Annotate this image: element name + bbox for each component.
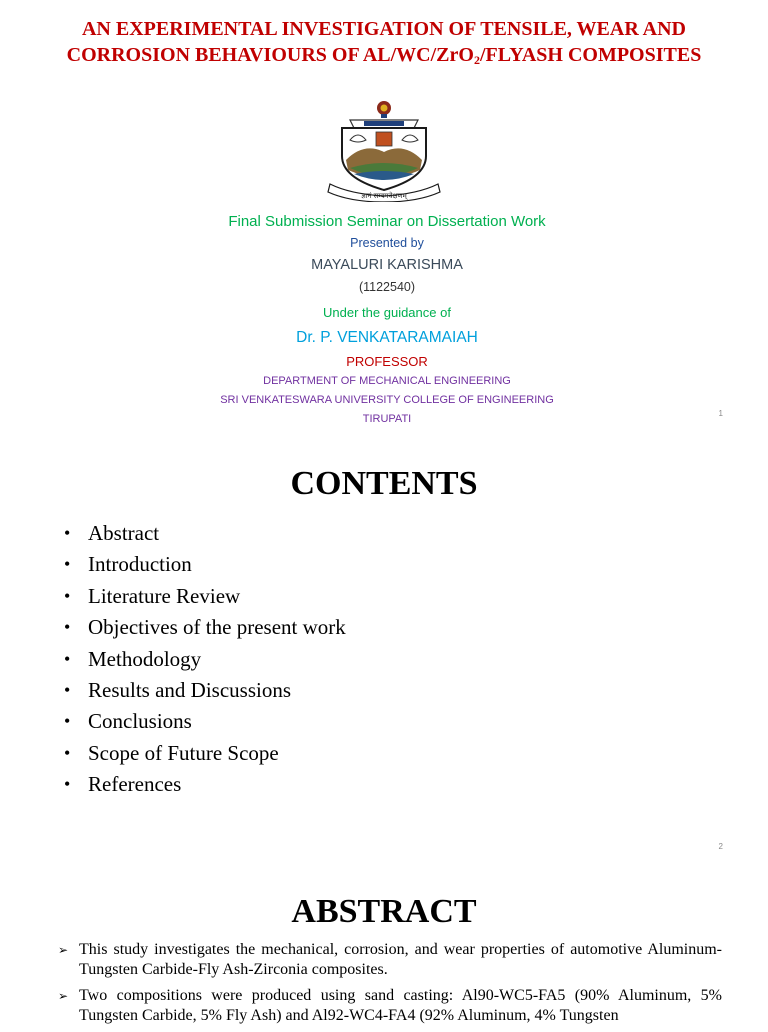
guide-name: Dr. P. VENKATARAMAIAH xyxy=(296,329,478,346)
bullet-icon: • xyxy=(64,742,71,763)
contents-item: • Objectives of the present work xyxy=(62,612,346,643)
presentation-title: AN EXPERIMENTAL INVESTIGATION OF TENSILE, WEAR AND CORROSION BEHAVIOURS OF AL/WC/ZrO$_2$/FLYASH COMPOSITES xyxy=(66,18,702,67)
title-slide xyxy=(0,0,768,432)
page-number: 1 xyxy=(718,409,723,418)
abstract-points xyxy=(58,940,722,1032)
abstract-point: ➢ This study investigates the mechanical, corrosion, and wear properties of automotive Aluminum-Tungsten Carbide-Fly Ash-Zirconia composites. xyxy=(58,941,722,978)
student-id: (1122540) xyxy=(358,280,416,294)
contents-item: • Methodology xyxy=(62,644,346,675)
contents-item: • Results and Discussions xyxy=(62,675,346,706)
presented-by-label: Presented by xyxy=(350,236,424,250)
bullet-icon: • xyxy=(64,648,71,669)
arrow-bullet-icon: ➢ xyxy=(58,943,69,957)
bullet-icon: • xyxy=(64,774,71,795)
contents-slide xyxy=(0,432,768,864)
abstract-point: ➢ Two compositions were produced using sand casting: Al90-WC5-FA5 (90% Aluminum, 5% Tungsten Carbide, 5% Fly Ash) and Al92-WC4-FA4 (92% Aluminum, 4% Tungsten xyxy=(58,987,722,1024)
university-emblem xyxy=(320,98,448,202)
bullet-icon: • xyxy=(64,554,71,575)
contents-item: • Introduction xyxy=(62,549,346,580)
student-name: MAYALURI KARISHMA xyxy=(311,257,463,273)
svg-text:ज्ञानं सम्यगवेक्षणम्: ज्ञानं सम्यगवेक्षणम् xyxy=(361,192,407,200)
guide-designation: PROFESSOR xyxy=(346,354,428,369)
bullet-icon: • xyxy=(64,711,71,732)
contents-title: CONTENTS xyxy=(290,465,478,502)
arrow-bullet-icon: ➢ xyxy=(58,989,69,1003)
bullet-icon: • xyxy=(64,617,71,638)
contents-item: • Literature Review xyxy=(62,581,346,612)
bullet-icon: • xyxy=(64,523,71,543)
guidance-label: Under the guidance of xyxy=(323,305,451,320)
contents-item: • Conclusions xyxy=(62,706,346,737)
department-name: DEPARTMENT OF MECHANICAL ENGINEERING xyxy=(263,375,511,387)
abstract-title: ABSTRACT xyxy=(291,893,477,930)
bullet-icon: • xyxy=(64,680,71,701)
bullet-icon: • xyxy=(64,585,71,606)
contents-item: • References xyxy=(62,769,346,800)
abstract-slide xyxy=(0,864,768,1024)
city-name: TIRUPATI xyxy=(362,413,412,425)
contents-item: • Abstract xyxy=(62,518,346,549)
seminar-line: Final Submission Seminar on Dissertation Work xyxy=(228,213,546,230)
university-name: SRI VENKATESWARA UNIVERSITY COLLEGE OF ENGINEERING xyxy=(220,394,554,406)
contents-item: • Scope of Future Scope xyxy=(62,738,346,769)
page-number: 2 xyxy=(718,842,723,851)
contents-list xyxy=(62,518,346,801)
